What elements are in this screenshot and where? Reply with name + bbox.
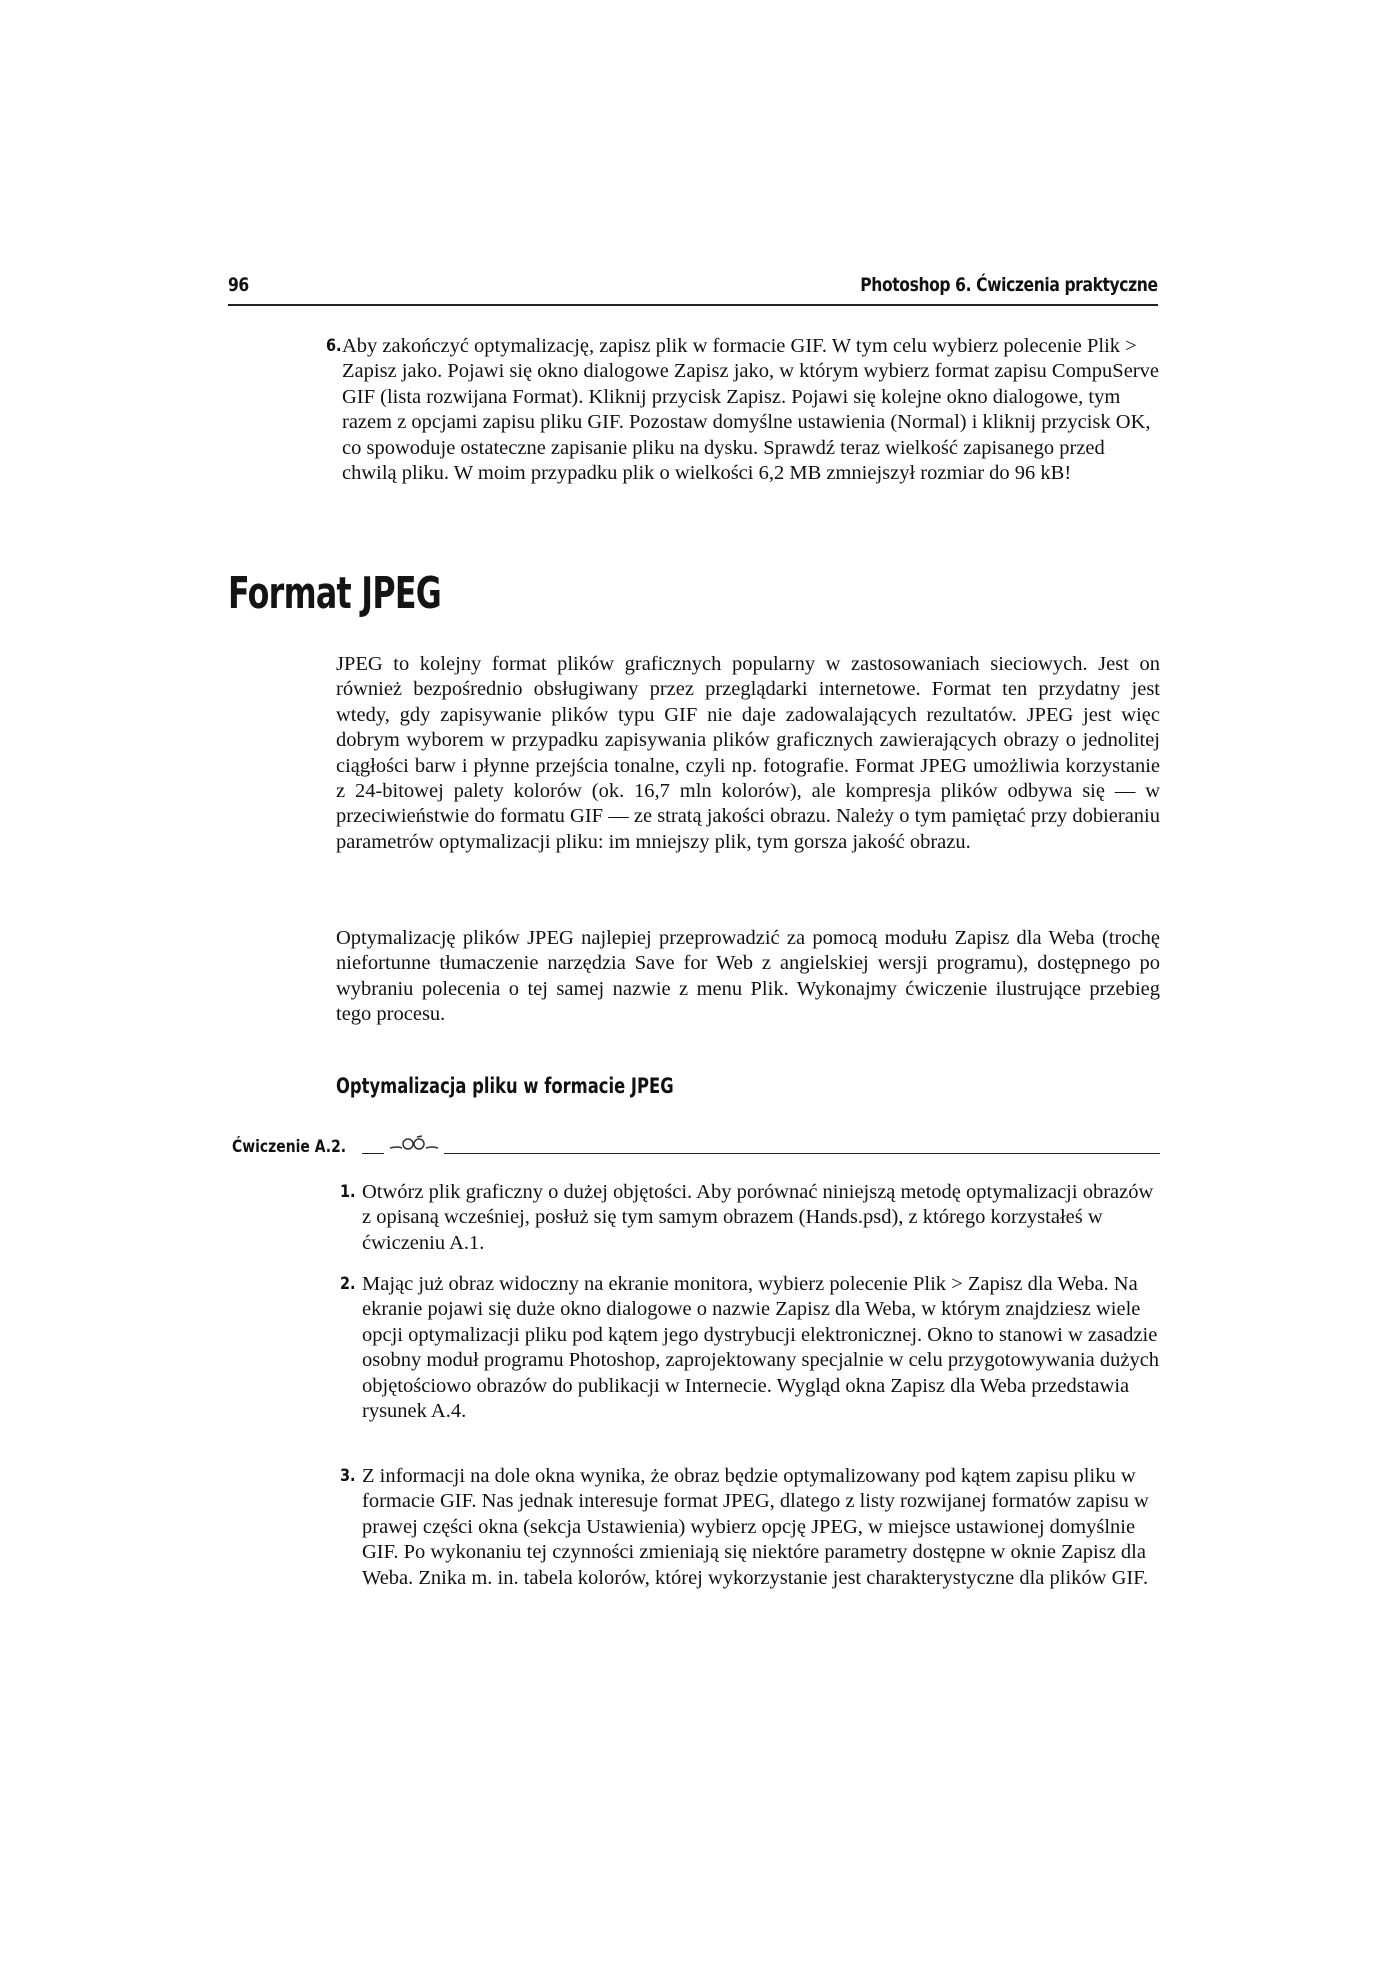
page-number: 96 bbox=[228, 274, 249, 296]
exercise-rule bbox=[362, 1153, 1160, 1154]
exercise-heading bbox=[232, 1137, 1160, 1163]
paragraph: Optymalizację plików JPEG najlepiej przeprowadzić za pomocą modułu Zapisz dla Weba (trochę niefortunne tłumaczenie narzędzia Save for Web z angielskiej wersji programu), dostępnego po wybraniu polecenia o tej samej nazwie z menu Plik. Wykonajmy ćwiczenie ilustrujące przebieg tego procesu. bbox=[336, 927, 1160, 1026]
book-title: Photoshop 6. Ćwiczenia praktyczne bbox=[860, 274, 1158, 296]
list-item bbox=[340, 1464, 1160, 1591]
section-title: Format JPEG bbox=[228, 568, 442, 619]
ornament-icon bbox=[384, 1135, 444, 1158]
step-number: 1. bbox=[340, 1182, 356, 1202]
step-text: Mając już obraz widoczny na ekranie monitora, wybierz polecenie Plik > Zapisz dla Weba. Na ekranie pojawi się duże okno dialogowe o nazwie Zapisz dla Weba, w którym znajdziesz wiele opcji optymalizacji pliku pod kątem jego dystrybucji elektronicznej. Okno to stanowi w zasadzie osobny moduł programu Photoshop, zaprojektowany specjalnie w celu przygotowywania dużych objętościowo obrazów do publikacji w Internecie. Wygląd okna Zapisz dla Weba przedstawia rysunek A.4. bbox=[362, 1273, 1160, 1423]
list-item bbox=[340, 1180, 1160, 1256]
paragraph: JPEG to kolejny format plików graficznych popularny w zastosowaniach sieciowych. Jest on również bezpośrednio obsługiwany przez przeglądarki internetowe. Format ten przydatny jest wtedy, gdy zapisywanie plików typu GIF nie daje zadowalających rezultatów. JPEG jest więc dobrym wyborem w przypadku zapisywania plików graficznych zawierających obrazy o jednolitej ciągłości barw i płynne przejścia tonalne, czyli np. fotografie. Format JPEG umożliwia korzystanie z 24-bitowej palety kolorów (ok. 16,7 mln kolorów), ale kompresja plików odbywa się — w przeciwieństwie do formatu GIF — ze stratą jakości obrazu. Należy o tym pamiętać przy dobieraniu parametrów optymalizacji pliku: im mniejszy plik, tym gorsza jakość obrazu. bbox=[336, 653, 1160, 853]
step-6 bbox=[326, 334, 1162, 486]
running-header bbox=[228, 270, 1158, 306]
list-item bbox=[340, 1272, 1160, 1424]
step-number: 3. bbox=[340, 1466, 356, 1486]
step-number: 6. bbox=[326, 336, 342, 356]
step-text: Otwórz plik graficzny o dużej objętości. Aby porównać niniejszą metodę optymalizacji obrazów z opisaną wcześniej, posłuż się tym samym obrazem (Hands.psd), z którego korzystałeś w ćwiczeniu A.1. bbox=[362, 1181, 1154, 1254]
subsection-title: Optymalizacja pliku w formacie JPEG bbox=[336, 1074, 674, 1098]
exercise-label: Ćwiczenie A.2. bbox=[232, 1137, 347, 1157]
step-text: Z informacji na dole okna wynika, że obraz będzie optymalizowany pod kątem zapisu pliku w formacie GIF. Nas jednak interesuje format JPEG, dlatego z listy rozwijanej formatów zapisu w prawej części okna (sekcja Ustawienia) wybierz opcję JPEG, w miejsce ustawionej domyślnie GIF. Po wykonaniu tej czynności zmieniają się niektóre parametry dostępne w oknie Zapisz dla Weba. Znika m. in. tabela kolorów, której wykorzystanie jest charakterystyczne dla plików GIF. bbox=[362, 1465, 1149, 1589]
step-number: 2. bbox=[340, 1274, 356, 1294]
step-text: Aby zakończyć optymalizację, zapisz plik w formacie GIF. W tym celu wybierz polecenie Plik > Zapisz jako. Pojawi się okno dialogowe Zapisz jako, w którym wybierz format zapisu CompuServe GIF (lista rozwijana Format). Kliknij przycisk Zapisz. Pojawi się kolejne okno dialogowe, tym razem z opcjami zapisu pliku GIF. Pozostaw domyślne ustawienia (Normal) i kliknij przycisk OK, co spowoduje ostateczne zapisanie pliku na dysku. Sprawdź teraz wielkość zapisanego przed chwilą pliku. W moim przypadku plik o wielkości 6,2 MB zmniejszył rozmiar do 96 kB! bbox=[342, 335, 1159, 485]
